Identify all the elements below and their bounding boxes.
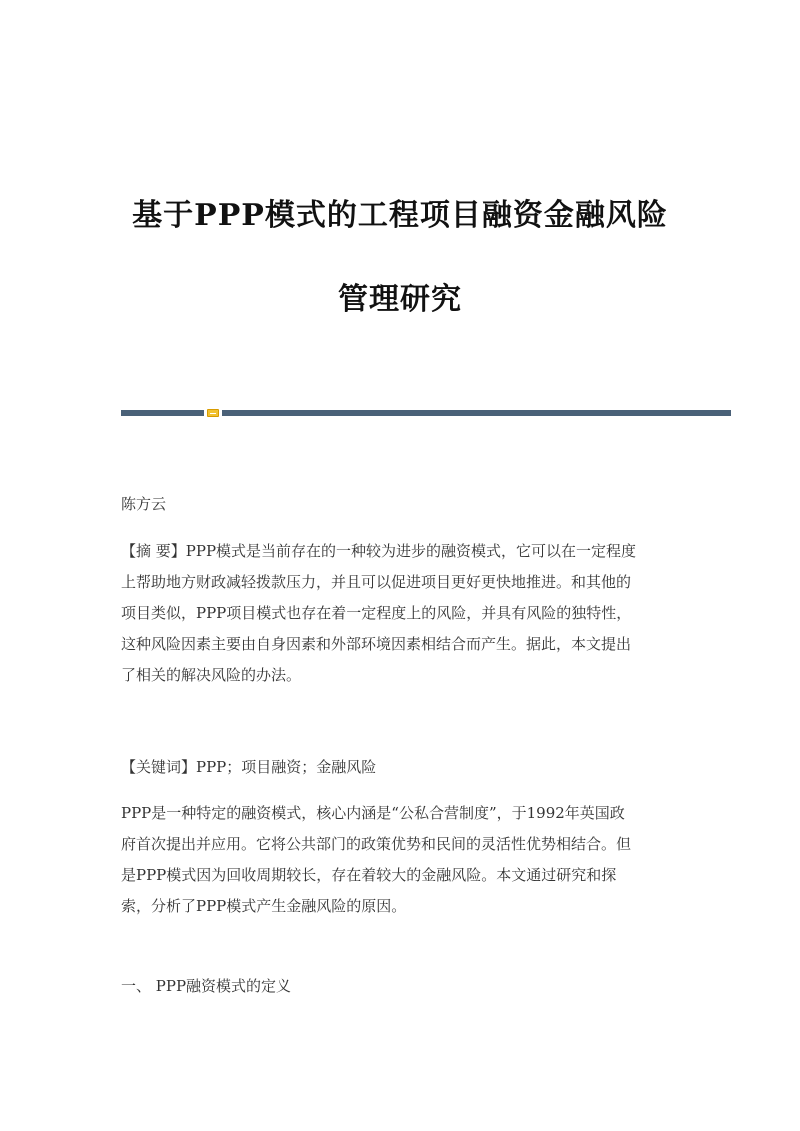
abstract-line: 【摘 要】PPP模式是当前存在的一种较为进步的融资模式，它可以在一定程度: [121, 542, 637, 560]
title-divider: [121, 409, 731, 417]
divider-bar-left: [121, 410, 204, 416]
author-name: 陈方云: [121, 495, 167, 513]
keywords-line: 【关键词】PPP；项目融资；金融风险: [121, 758, 377, 776]
abstract-paragraph: [121, 536, 681, 691]
intro-line: 是PPP模式因为回收周期较长，存在着较大的金融风险。本文通过研究和探: [121, 866, 617, 884]
abstract-line: 上帮助地方财政减轻拨款压力，并且可以促进项目更好更快地推进。和其他的: [121, 573, 632, 591]
intro-line: 索，分析了PPP模式产生金融风险的原因。: [121, 897, 407, 915]
intro-line: PPP是一种特定的融资模式，核心内涵是“公私合营制度”，于1992年英国政: [121, 804, 625, 822]
abstract-line: 项目类似，PPP项目模式也存在着一定程度上的风险，并具有风险的独特性，: [121, 604, 632, 622]
abstract-line: 了相关的解决风险的办法。: [121, 666, 302, 684]
intro-line: 府首次提出并应用。它将公共部门的政策优势和民间的灵活性优势相结合。但: [121, 835, 632, 853]
divider-bar-right: [222, 410, 731, 416]
title-line-1: 基于PPP模式的工程项目融资金融风险: [132, 198, 668, 233]
divider-emblem-icon: [207, 409, 219, 417]
abstract-line: 这种风险因素主要由自身因素和外部环境因素相结合而产生。据此，本文提出: [121, 635, 632, 653]
section-heading: 一、 PPP融资模式的定义: [121, 977, 292, 995]
title-line-2: 管理研究: [338, 282, 462, 317]
intro-paragraph: [121, 798, 681, 922]
